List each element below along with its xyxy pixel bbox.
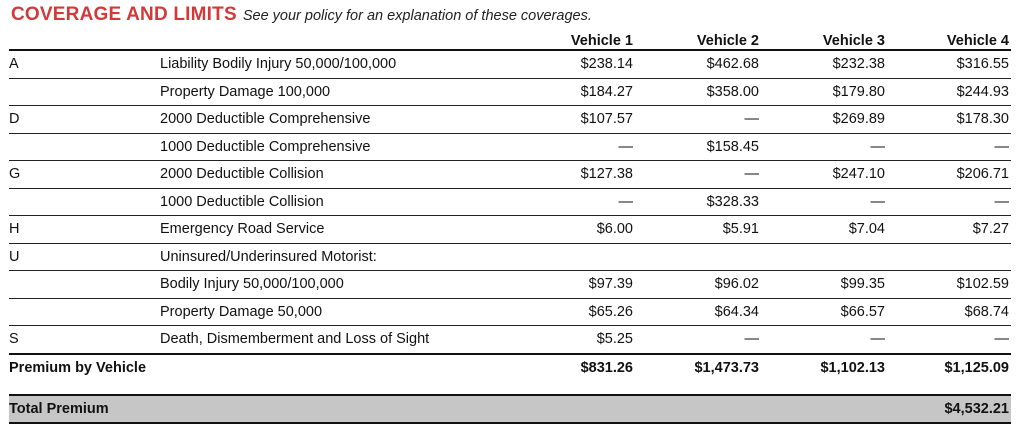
vehicle-3-amount <box>759 243 885 271</box>
coverage-description: Liability Bodily Injury 50,000/100,000 <box>160 50 507 78</box>
spacer-cell <box>9 382 1011 395</box>
premium-by-vehicle-row <box>9 354 1011 382</box>
vehicle-2-amount: $96.02 <box>633 271 759 299</box>
vehicle-1-amount: $6.00 <box>507 216 633 244</box>
vehicle-3-header: Vehicle 3 <box>759 29 885 50</box>
spacer-row <box>9 382 1011 395</box>
coverage-row <box>9 326 1011 354</box>
vehicle-3-amount: $232.38 <box>759 50 885 78</box>
vehicle-2-amount: — <box>633 106 759 134</box>
coverage-code <box>9 133 160 161</box>
vehicle-4-amount: $316.55 <box>885 50 1011 78</box>
vehicle-4-amount: $244.93 <box>885 78 1011 106</box>
coverage-code: D <box>9 106 160 134</box>
section-subtitle: See your policy for an explanation of these coverages. <box>242 8 592 24</box>
coverage-row <box>9 133 1011 161</box>
coverage-description: Uninsured/Underinsured Motorist: <box>160 243 507 271</box>
vehicle-3-amount: — <box>759 326 885 354</box>
vehicle-2-amount: $64.34 <box>633 298 759 326</box>
coverage-header <box>160 29 507 50</box>
vehicle-2-amount: $462.68 <box>633 50 759 78</box>
coverage-row <box>9 271 1011 299</box>
vehicle-3-amount: — <box>759 133 885 161</box>
section-header <box>11 4 592 26</box>
vehicle-2-amount: $328.33 <box>633 188 759 216</box>
coverage-table <box>9 29 1011 424</box>
vehicle-4-amount: — <box>885 133 1011 161</box>
coverage-description: 1000 Deductible Comprehensive <box>160 133 507 161</box>
header-row <box>9 29 1011 50</box>
vehicle-3-amount: — <box>759 188 885 216</box>
vehicle-3-amount: $179.80 <box>759 78 885 106</box>
vehicle-2-amount <box>633 243 759 271</box>
code-header <box>9 29 160 50</box>
vehicle-1-amount: — <box>507 188 633 216</box>
vehicle-4-amount: $206.71 <box>885 161 1011 189</box>
vehicle-2-amount: $358.00 <box>633 78 759 106</box>
coverage-code: G <box>9 161 160 189</box>
vehicle-1-amount: $184.27 <box>507 78 633 106</box>
coverage-row <box>9 50 1011 78</box>
coverage-description: Death, Dismemberment and Loss of Sight <box>160 326 507 354</box>
premium-vehicle-1: $831.26 <box>507 354 633 382</box>
coverage-row <box>9 78 1011 106</box>
vehicle-4-amount: $68.74 <box>885 298 1011 326</box>
vehicle-4-amount: — <box>885 188 1011 216</box>
vehicle-3-amount: $7.04 <box>759 216 885 244</box>
vehicle-4-amount: $178.30 <box>885 106 1011 134</box>
coverage-row <box>9 298 1011 326</box>
total-premium-label: Total Premium <box>9 395 885 423</box>
premium-label: Premium by Vehicle <box>9 354 507 382</box>
coverage-description: 1000 Deductible Collision <box>160 188 507 216</box>
coverage-code <box>9 78 160 106</box>
coverage-code <box>9 298 160 326</box>
vehicle-1-amount: $65.26 <box>507 298 633 326</box>
vehicle-3-amount: $269.89 <box>759 106 885 134</box>
coverage-code: U <box>9 243 160 271</box>
vehicle-1-amount: $5.25 <box>507 326 633 354</box>
coverage-code: A <box>9 50 160 78</box>
vehicle-1-amount <box>507 243 633 271</box>
coverage-description: 2000 Deductible Comprehensive <box>160 106 507 134</box>
coverage-row <box>9 161 1011 189</box>
vehicle-1-amount: $97.39 <box>507 271 633 299</box>
coverage-description: Bodily Injury 50,000/100,000 <box>160 271 507 299</box>
vehicle-4-amount: $102.59 <box>885 271 1011 299</box>
vehicle-1-amount: $127.38 <box>507 161 633 189</box>
vehicle-2-amount: $158.45 <box>633 133 759 161</box>
coverage-code <box>9 271 160 299</box>
vehicle-2-amount: $5.91 <box>633 216 759 244</box>
total-premium-row <box>9 395 1011 423</box>
vehicle-3-amount: $99.35 <box>759 271 885 299</box>
coverage-code: H <box>9 216 160 244</box>
coverage-description: Property Damage 50,000 <box>160 298 507 326</box>
vehicle-2-header: Vehicle 2 <box>633 29 759 50</box>
premium-vehicle-2: $1,473.73 <box>633 354 759 382</box>
vehicle-3-amount: $247.10 <box>759 161 885 189</box>
vehicle-1-amount: $107.57 <box>507 106 633 134</box>
coverage-description: Emergency Road Service <box>160 216 507 244</box>
vehicle-4-amount: — <box>885 326 1011 354</box>
coverage-row <box>9 216 1011 244</box>
vehicle-4-header: Vehicle 4 <box>885 29 1011 50</box>
vehicle-1-amount: $238.14 <box>507 50 633 78</box>
premium-vehicle-3: $1,102.13 <box>759 354 885 382</box>
section-title: COVERAGE AND LIMITS <box>11 4 237 25</box>
coverage-description: 2000 Deductible Collision <box>160 161 507 189</box>
total-premium-value: $4,532.21 <box>885 395 1011 423</box>
coverage-row <box>9 188 1011 216</box>
vehicle-4-amount <box>885 243 1011 271</box>
vehicle-4-amount: $7.27 <box>885 216 1011 244</box>
coverage-description: Property Damage 100,000 <box>160 78 507 106</box>
vehicle-1-amount: — <box>507 133 633 161</box>
vehicle-2-amount: — <box>633 161 759 189</box>
coverage-code: S <box>9 326 160 354</box>
coverage-code <box>9 188 160 216</box>
vehicle-1-header: Vehicle 1 <box>507 29 633 50</box>
coverage-row <box>9 243 1011 271</box>
coverage-row <box>9 106 1011 134</box>
vehicle-3-amount: $66.57 <box>759 298 885 326</box>
vehicle-2-amount: — <box>633 326 759 354</box>
premium-vehicle-4: $1,125.09 <box>885 354 1011 382</box>
